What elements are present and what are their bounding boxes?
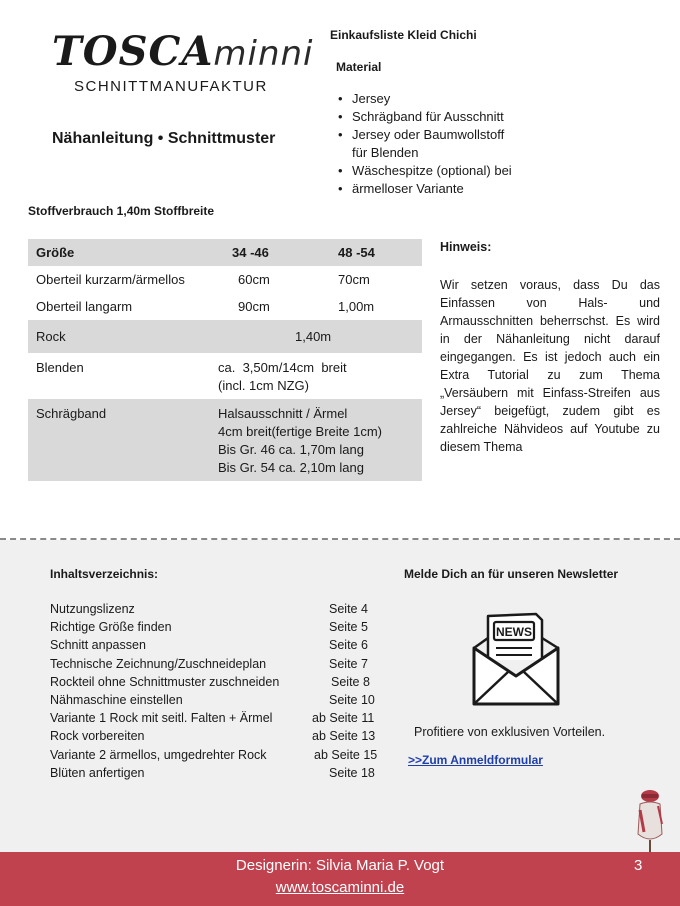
- page-footer: [0, 852, 680, 906]
- toc-title: Inhaltsverzeichnis:: [50, 567, 159, 581]
- table-header-row: [28, 239, 422, 266]
- table-of-contents: [50, 600, 380, 782]
- hint-text: Wir setzen voraus, dass Du das Einfassen von Hals- und Armausschnitten beherrschst. Es wird in der Nähanleitung nicht darauf eingegangen. Es ist jedoch auch ein Extra Tutorial zu zum Thema „Versäubern mit Einfass-Streifen aus Jersey“ beigefügt, zudem gibt es zahlreiche Nähvideos auf Youtube zu diesem Thema: [440, 278, 660, 454]
- toc-item: [50, 673, 380, 691]
- material-heading: Material: [336, 60, 382, 74]
- fabric-consumption: Stoffverbrauch 1,40m Stoffbreite: [28, 204, 215, 218]
- table-header: Größe: [28, 239, 210, 266]
- signup-form-link[interactable]: >>Zum Anmeldformular: [408, 753, 543, 767]
- list-item: • Jersey oder Baumwollstoff: [338, 126, 660, 144]
- toc-item-label: Schnitt anpassen: [50, 638, 146, 653]
- table-row: [28, 353, 422, 399]
- toc-item-label: Nutzungslizenz: [50, 602, 135, 616]
- table-cell: 1,40m: [210, 320, 422, 353]
- table-cell: Schrägband: [28, 399, 210, 481]
- toc-item-label: Technische Zeichnung/Zuschneideplan: [50, 656, 267, 671]
- cell-line: 4cm breit(fertige Breite 1cm): [218, 424, 382, 439]
- document-subtitle: Nähanleitung • Schnittmuster: [52, 130, 276, 147]
- list-item: • ärmelloser Variante: [338, 180, 660, 198]
- brand-logo: [52, 28, 314, 95]
- toc-item-label: Variante 1 Rock mit seitl. Falten + Ärmel: [50, 711, 273, 726]
- toc-item-page: ab Seite 11: [312, 711, 375, 726]
- toc-item-page: Seite 5: [329, 620, 368, 635]
- toc-item-page: Seite 6: [329, 638, 368, 653]
- table-cell: [210, 353, 422, 399]
- list-item: • Schrägband für Ausschnitt: [338, 108, 660, 126]
- table-row: [28, 266, 422, 293]
- cell-line: Bis Gr. 54 ca. 2,10m lang: [218, 460, 364, 475]
- shopping-list: [330, 28, 660, 198]
- toc-item-page: Seite 10: [329, 692, 375, 707]
- table-header: 34 -46: [210, 239, 314, 266]
- toc-item: [50, 727, 380, 745]
- dashed-divider: [0, 538, 680, 540]
- footer-designer: Designerin: Silvia Maria P. Vogt: [235, 857, 445, 874]
- fabric-size-table: [28, 239, 422, 481]
- toc-item: [50, 600, 380, 618]
- cell-line: Bis Gr. 46 ca. 1,70m lang: [218, 442, 364, 457]
- newsletter-text: Profitiere von exklusiven Vorteilen.: [414, 725, 606, 739]
- toc-item-label: Richtige Größe finden: [50, 620, 172, 635]
- logo-tagline: SCHNITTMANUFAKTUR: [74, 78, 268, 95]
- newsletter-title: Melde Dich an für unseren Newsletter: [404, 567, 619, 581]
- page-number: 3: [634, 857, 643, 874]
- toc-item-page: ab Seite 13: [312, 729, 376, 744]
- table-cell: Oberteil kurzarm/ärmellos: [28, 266, 210, 293]
- table-cell: Oberteil langarm: [28, 293, 210, 320]
- toc-item-label: Nähmaschine einstellen: [50, 692, 183, 707]
- toc-item: [50, 691, 380, 709]
- news-badge-text: NEWS: [496, 625, 532, 639]
- cell-line: Halsausschnitt / Ärmel: [218, 406, 348, 421]
- cell-line: ca. 3,50m/14cm breit: [218, 360, 347, 375]
- toc-item: [50, 709, 380, 727]
- table-cell: 90cm: [210, 293, 314, 320]
- table-cell: Blenden: [28, 353, 210, 399]
- toc-item-page: Seite 4: [329, 602, 368, 616]
- toc-item-label: Rockteil ohne Schnittmuster zuschneiden: [50, 674, 280, 689]
- shopping-list-title: Einkaufsliste Kleid Chichi: [330, 28, 477, 42]
- toc-item: [50, 746, 380, 764]
- toc-item-page: ab Seite 15: [314, 747, 378, 762]
- footer-website-link[interactable]: www.toscaminni.de: [275, 879, 405, 896]
- table-cell: 70cm: [314, 266, 422, 293]
- table-row: [28, 320, 422, 353]
- toc-item-page: Seite 8: [331, 674, 370, 689]
- newsletter-envelope-icon: [466, 608, 566, 708]
- material-list: [338, 90, 660, 198]
- hint-box: [440, 240, 660, 456]
- toc-item-label: Blüten anfertigen: [50, 765, 145, 780]
- table-header: 48 -54: [314, 239, 422, 266]
- table-cell: 60cm: [210, 266, 314, 293]
- table-row: [28, 399, 422, 481]
- toc-item: [50, 618, 380, 636]
- table-row: [28, 293, 422, 320]
- table-cell: Rock: [28, 320, 210, 353]
- toc-item-page: Seite 18: [329, 765, 375, 780]
- toc-item: [50, 655, 380, 673]
- hint-title: Hinweis:: [440, 240, 492, 254]
- table-cell: [210, 399, 422, 481]
- list-item: • Wäschespitze (optional) bei: [338, 162, 660, 180]
- toc-item: [50, 764, 380, 782]
- cell-line: (incl. 1cm NZG): [218, 378, 309, 393]
- logo-wordmark: TOSCAminni: [52, 28, 314, 75]
- toc-item-label: Rock vorbereiten: [50, 729, 145, 744]
- list-item: • Jersey: [338, 90, 660, 108]
- toc-item-label: Variante 2 ärmellos, umgedrehter Rock: [50, 747, 267, 762]
- toc-item-page: Seite 7: [329, 656, 368, 671]
- toc-item: [50, 636, 380, 654]
- table-cell: 1,00m: [314, 293, 422, 320]
- list-item: für Blenden: [352, 145, 419, 160]
